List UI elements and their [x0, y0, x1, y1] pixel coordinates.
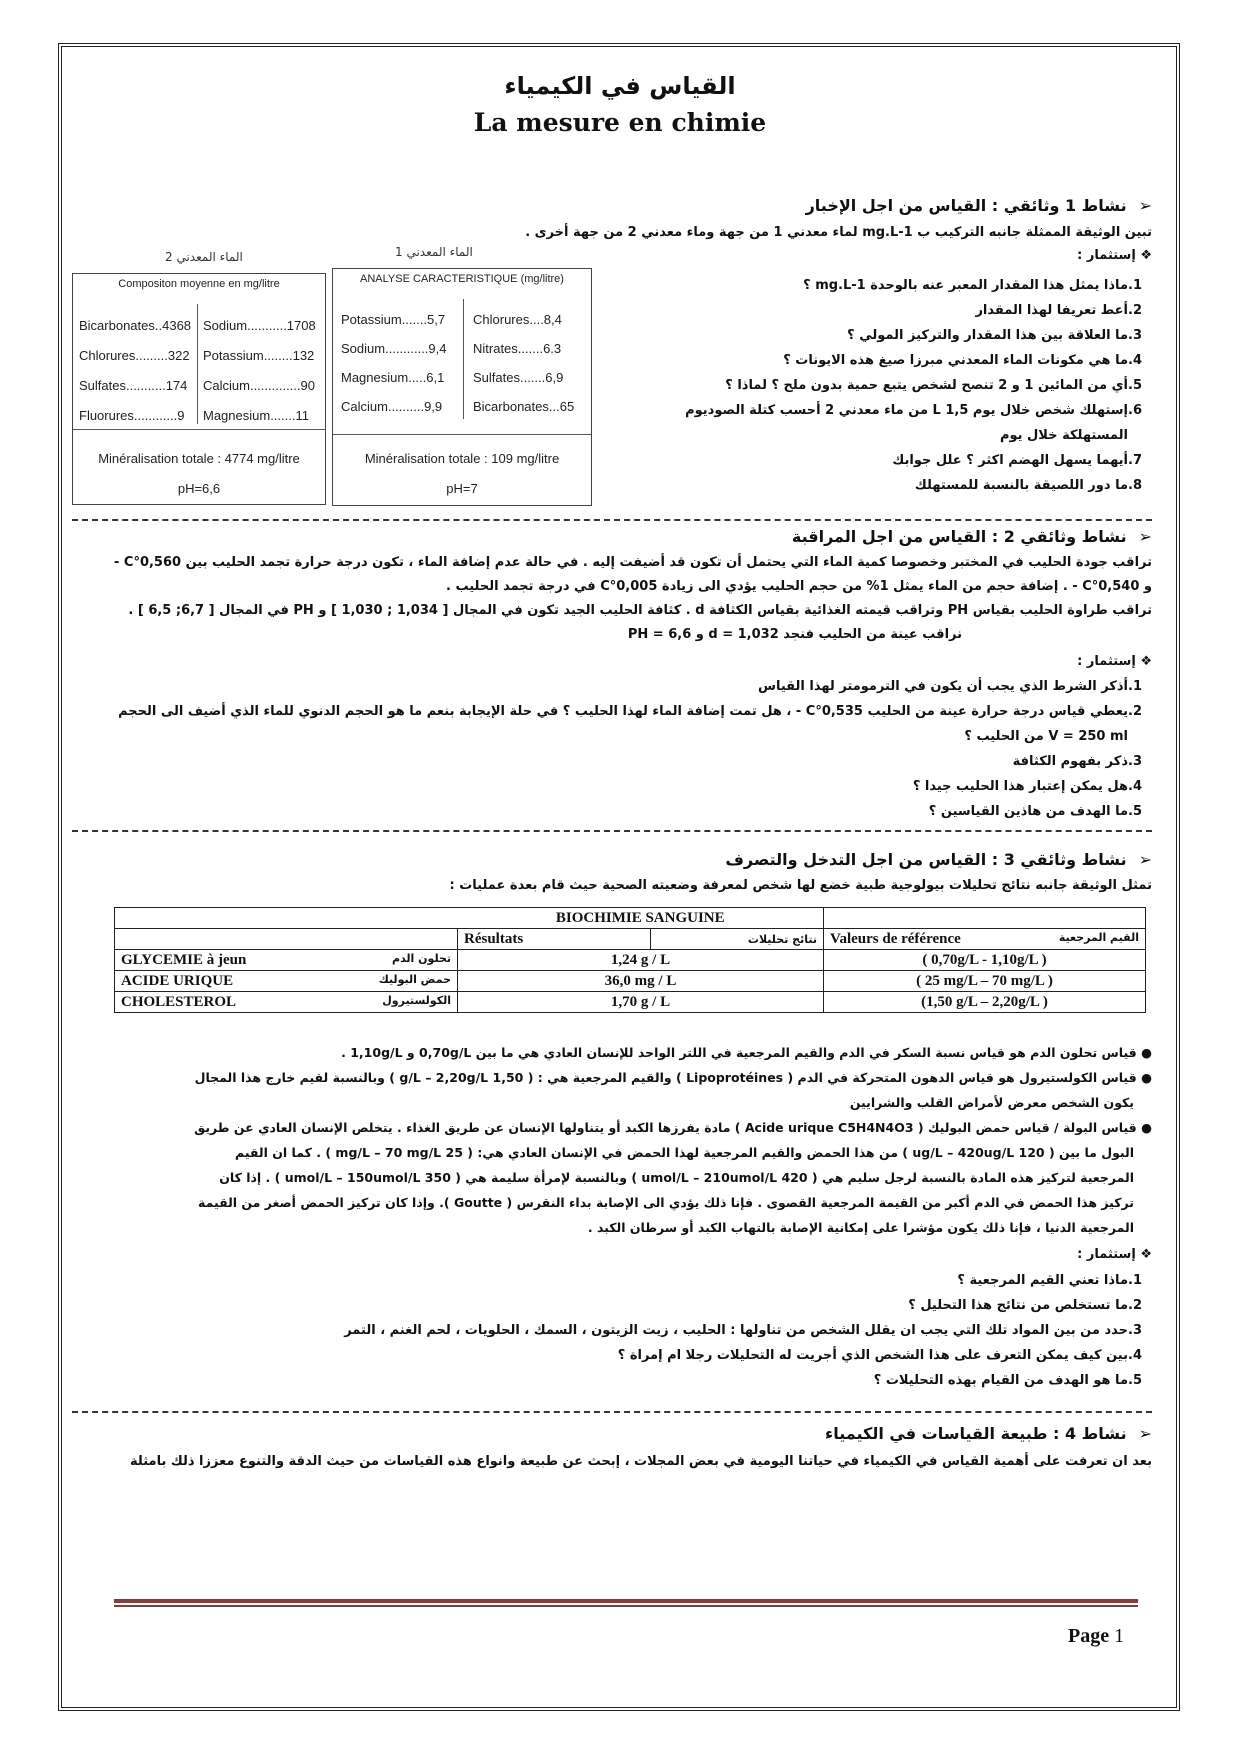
water1-label: الماء المعدني 1	[395, 245, 473, 259]
water2-right-2: Calcium..............90	[203, 378, 315, 393]
question-item: 2.ما تستخلص من نتائج هذا التحليل ؟	[908, 1298, 1142, 1313]
separator	[72, 830, 1152, 832]
water2-composition	[72, 273, 326, 505]
bullet-item: البول ما بين ( 120 ug/L – 420ug/L ) من هذا الحمض والقيم المرجعية لهذا الحمض في الإنسان العادي هي: ( 25 mg/L – 70 mg/L ) . كما ان القيم	[235, 1145, 1134, 1160]
water1-left-2: Magnesium.....6,1	[341, 370, 445, 385]
activity3-bullets	[82, 1040, 1152, 1240]
question-item: 1.ماذا تعني القيم المرجعية ؟	[957, 1273, 1142, 1288]
water2-label: الماء المعدني 2	[165, 250, 243, 264]
header-reference: Valeurs de référence القيم المرجعية	[824, 929, 1146, 950]
arrow-icon: ➢	[1138, 527, 1152, 546]
bullet-item: تركيز هذا الحمض في الدم أكبر من القيمة المرجعية القصوى . فإنا ذلك يؤدي الى الإصابة بداء النقرس ( Goutte ). وإذا كان تركيز الحمض أصغر من القيمة	[198, 1195, 1134, 1210]
bullet-item: يكون الشخص معرض لأمراض القلب والشرايين	[849, 1095, 1134, 1110]
water2-right-1: Potassium........132	[203, 348, 315, 363]
activity3-intro: تمثل الوثيقة جانبه نتائج تحليلات بيولوجية طبية خضع لها شخص لمعرفة وضعيته الصحية حيث قام بعدة عمليات :	[449, 878, 1152, 893]
water1-mineralisation: Minéralisation totale : 109 mg/litre	[364, 451, 560, 466]
table-caption: BIOCHIMIE SANGUINE	[458, 908, 824, 929]
activity2-line: تراقب جودة الحليب في المختبر وخصوصا كمية الماء التي يحتمل أن تكون قد أضيفت إليه . في حالة عدم إضافة الماء ، تكون درجة حرارة تجمد الحليب بين 0,560°C -	[113, 555, 1152, 570]
water1-left-1: Sodium............9,4	[341, 341, 447, 356]
table-row: ACIDE URIQUE حمض البوليك 36,0 mg / L ( 25 mg/L – 70 mg/L )	[115, 971, 1146, 992]
table-row: CHOLESTEROL الكولستيرول 1,70 g / L (1,50 g/L – 2,20g/L )	[115, 992, 1146, 1013]
water1-right-0: Chlorures....8,4	[473, 312, 562, 327]
question-item: 3.حدد من بين المواد تلك التي يجب ان يقلل الشخص من تناولها : الحليب ، زيت الزيتون ، السمك ، الحلويات ، لحم الغنم ، التمر	[344, 1323, 1142, 1338]
separator	[72, 519, 1152, 521]
activity4-text: بعد ان تعرفت على أهمية القياس في الكيمياء في حياتنا اليومية في بعض المجلات ، إبحث عن طبيعة وانواع هذه القياسات من حيث الدقة والتنوع معززا ذلك بامثلة	[130, 1454, 1152, 1469]
question-item: 3.ذكر بفهوم الكثافة	[1012, 754, 1142, 769]
water2-ph: pH=6,6	[177, 481, 221, 496]
water1-right-1: Nitrates.......6.3	[473, 341, 562, 356]
question-item: 1.ماذا يمثل هذا المقدار المعبر عنه بالوحدة mg.L-1 ؟	[803, 278, 1142, 293]
question-item: 8.ما دور اللصيقة بالنسبة للمستهلك	[914, 478, 1142, 493]
question-item: 4.بين كيف يمكن التعرف على هذا الشخص الذي أجريت له التحليلات رجلا ام إمراة ؟	[617, 1348, 1142, 1363]
separator	[72, 1411, 1152, 1413]
question-item: 2.يعطي قياس درجة حرارة عينة من الحليب 0,535°C - ، هل تمت إضافة الماء لهذا الحليب ؟ في حلة الإيجابة بنعم ما هو الحجم الدنوي للماء الذي أضيف الى الحجم	[118, 704, 1142, 719]
water1-right-2: Sulfates.......6,9	[473, 370, 564, 385]
question-item: 5.ما هو الهدف من القيام بهذه التحليلات ؟	[873, 1373, 1142, 1388]
bullet-item: ● قياس البولة / قياس حمض البوليك ( Acide urique C5H4N4O3 ) مادة يفرزها الكبد أو يتناولها الإنسان عن طريق الغذاء . يتخلص الإنسان العادي عن طريق	[194, 1120, 1152, 1135]
table-row: GLYCEMIE à jeun تحلون الدم 1,24 g / L ( 0,70g/L - 1,10g/L )	[115, 950, 1146, 971]
water2-header: Compositon moyenne en mg/litre	[118, 278, 280, 290]
diamond-bullet-icon: ❖	[1135, 1247, 1152, 1262]
bullet-item: المرجعية الدنيا ، فإنا ذلك يكون مؤشرا على إمكانية الإصابة بالتهاب الكبد أو سرطان الكبد .	[587, 1220, 1134, 1235]
title-french: La mesure en chimie	[473, 108, 767, 137]
header-results: Résultats	[458, 929, 651, 950]
water1-left-3: Calcium..........9,9	[341, 399, 443, 414]
water2-left-0: Bicarbonates..4368	[79, 318, 192, 333]
arrow-icon: ➢	[1138, 1424, 1152, 1443]
water2-left-2: Sulfates...........174	[79, 378, 188, 393]
activity2-text	[72, 551, 1152, 647]
activity2-line: و 0,540°C - . إضافة حجم من الماء يمثل 1% من حجم الحليب يؤدي الى زيادة 0,005°C في درجة تجمد الحليب .	[446, 579, 1152, 594]
question-item: المستهلكة خلال يوم	[999, 428, 1128, 443]
page-number: Page 1	[1068, 1625, 1125, 1647]
arrow-icon: ➢	[1138, 196, 1152, 215]
activity1-title: ➢نشاط 1 وثائقي : القياس من اجل الإخبار	[805, 196, 1152, 215]
activity1-questions	[592, 273, 1152, 498]
question-item: 4.هل يمكن إعتبار هذا الحليب جيدا ؟	[912, 779, 1142, 794]
water2-right-0: Sodium...........1708	[203, 318, 316, 333]
footer-rule-thin	[114, 1605, 1138, 1607]
activity2-questions	[72, 674, 1152, 824]
footer-rule	[114, 1599, 1138, 1603]
water1-header: ANALYSE CARACTERISTIQUE (mg/litre)	[360, 273, 564, 285]
arrow-icon: ➢	[1138, 850, 1152, 869]
question-item: 5.ما الهدف من هاذين القياسين ؟	[928, 804, 1142, 819]
bullet-item: ● قياس تحلون الدم هو قياس نسبة السكر في الدم والقيم المرجعية في اللتر الواحد للإنسان العادي هي ما بين 0,70g/L و 1,10g/L .	[341, 1045, 1152, 1060]
activity2-line: نراقب عينة من الحليب فنجد d = 1,032 و PH = 6,6	[627, 627, 962, 642]
question-item: 6.إستهلك شخص خلال يوم 1,5 L من ماء معدني 2 أحسب كتلة الصوديوم	[685, 403, 1142, 418]
activity2-line: تراقب طراوة الحليب بقياس PH وتراقب قيمته الغذائية بقياس الكثافة d . كثافة الحليب الجيد تكون في المجال [ 1,034 ; 1,030 ] و PH في المجال [ 6,7; 6,5 ] .	[128, 603, 1152, 618]
water2-mineralisation: Minéralisation totale : 4774 mg/litre	[98, 451, 300, 466]
activity4-title: ➢نشاط 4 : طبيعة القياسات في الكيمياء	[825, 1424, 1152, 1443]
water2-left-3: Fluorures............9	[79, 408, 185, 423]
activity2-exploit-label: ❖ إستثمار :	[1077, 654, 1152, 669]
activity1-exploit-label: ❖ إستثمار :	[1077, 248, 1152, 263]
activity2-title: ➢نشاط وثائقي 2 : القياس من اجل المراقبة	[791, 527, 1152, 546]
activity3-exploit-label: ❖ إستثمار :	[1077, 1247, 1152, 1262]
water2-left-1: Chlorures.........322	[79, 348, 190, 363]
water1-right-3: Bicarbonates...65	[473, 399, 575, 414]
question-item: 2.أعط تعريفا لهذا المقدار	[975, 303, 1142, 318]
question-item: 5.أي من المائين 1 و 2 تنصح لشخص يتبع حمية بدون ملح ؟ لماذا ؟	[725, 378, 1142, 393]
question-item: 3.ما العلاقة بين هذا المقدار والتركيز المولي ؟	[847, 328, 1142, 343]
diamond-bullet-icon: ❖	[1135, 654, 1152, 669]
activity3-title: ➢نشاط وثائقي 3 : القياس من اجل التدخل والتصرف	[725, 850, 1152, 869]
activity1-intro: تبين الوثيقة الممثلة جانبه التركيب ب mg.L-1 لماء معدني 1 من جهة وماء معدني 2 من جهة أخرى .	[525, 225, 1152, 240]
water1-left-0: Potassium.......5,7	[341, 312, 446, 327]
question-item: 4.ما هي مكونات الماء المعدني مبرزا صيغ هذه الايونات ؟	[783, 353, 1142, 368]
question-item: 1.أذكر الشرط الذي يجب أن يكون في الترمومتر لهذا القياس	[758, 679, 1142, 694]
biochemistry-table: BIOCHIMIE SANGUINE Résultats نتائج تحليلات Valeurs de référence القيم المرجعية GLYCEMIE à jeun تحلون الدم 1,24 g / L ( 0,70g/L - 1,10g/L ) ACIDE URIQUE حمض البوليك 36,0 mg / L ( 25 mg/L – 70 mg/L ) CHOLESTEROL الكولستيرول 1,70 g / L (1,50 g/L – 2,20g/L )	[114, 907, 1146, 1013]
water2-right-3: Magnesium.......11	[203, 408, 309, 423]
water1-ph: pH=7	[446, 481, 478, 496]
activity3-questions	[72, 1268, 1152, 1393]
bullet-item: المرجعية لتركيز هذه المادة بالنسبة لرجل سليم هي ( 420 umol/L – 210umol/L ) وبالنسبة لإمرأة سليمة هي ( 350 umol/L – 150umol/L ) . إذا كان	[219, 1170, 1134, 1185]
question-item: V = 250 ml من الحليب ؟	[964, 729, 1128, 744]
bullet-item: ● قياس الكولستيرول هو قياس الدهون المتحركة في الدم ( Lipoprotéines ) والقيم المرجعية هي : ( 1,50 g/L – 2,20g/L ) وبالنسبة لقيم خارج هذا المجال	[194, 1070, 1152, 1085]
water1-composition	[332, 268, 592, 506]
diamond-bullet-icon: ❖	[1135, 248, 1152, 263]
question-item: 7.أيهما يسهل الهضم اكثر ؟ علل جوابك	[892, 453, 1142, 468]
title-arabic: القياس في الكيمياء	[504, 72, 736, 100]
